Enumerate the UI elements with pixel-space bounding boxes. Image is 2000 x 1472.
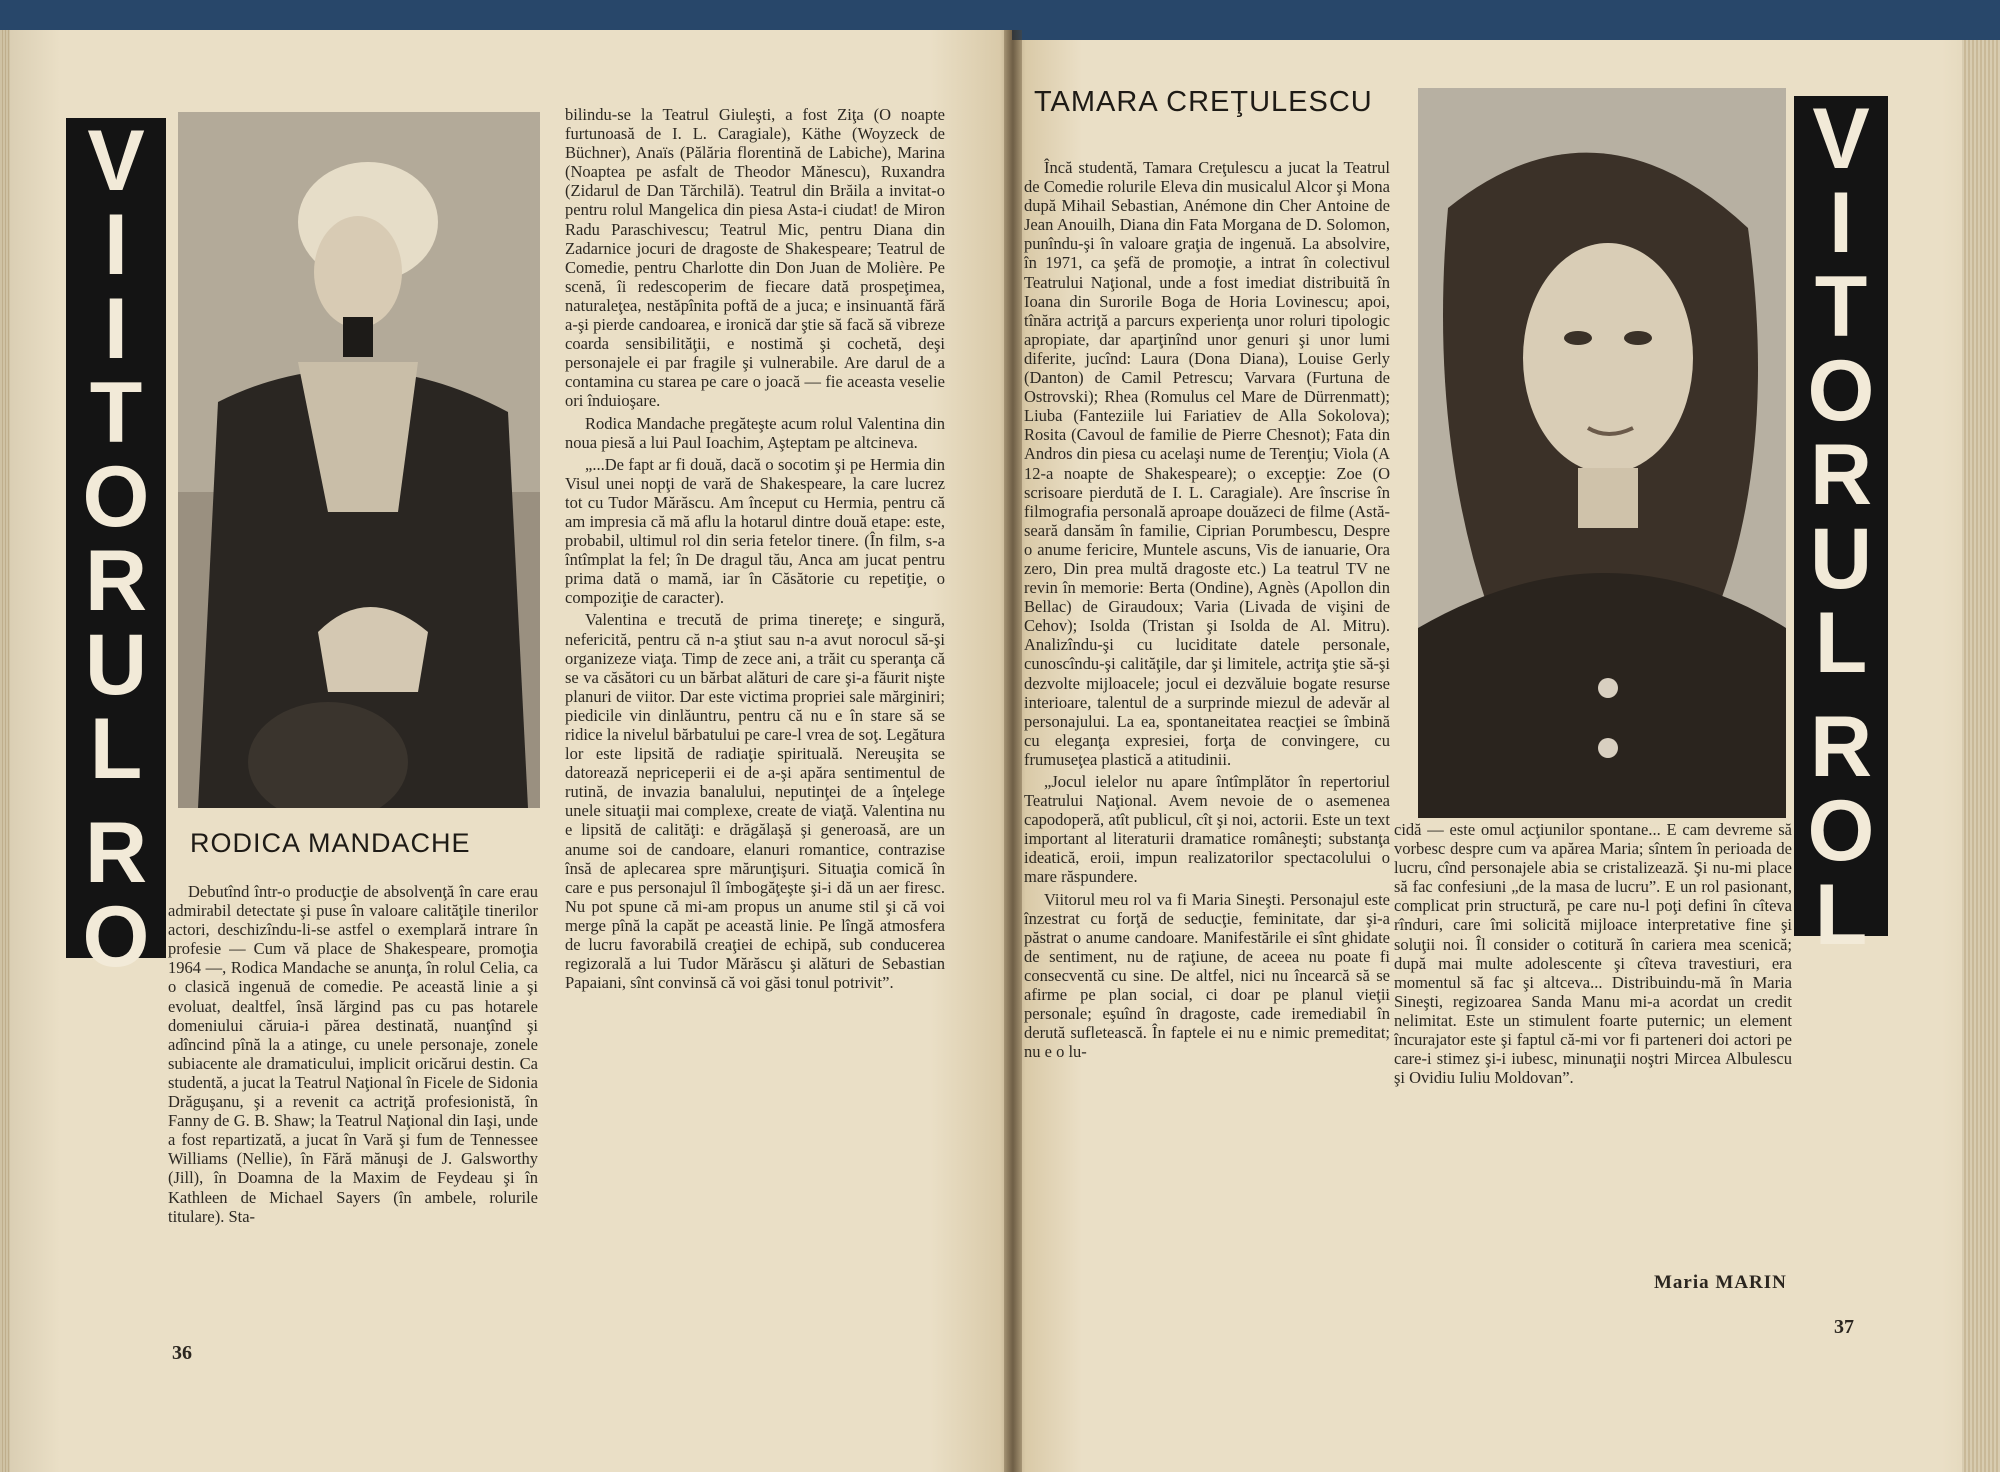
portrait-illustration bbox=[178, 112, 540, 808]
article-column-1 bbox=[168, 882, 538, 1352]
banner-letter: R bbox=[84, 533, 148, 629]
paragraph: „...De fapt ar fi două, dacă o socotim şi pe Hermia din Visul unei nopţi de vară de Shakespeare, la care lucrez tot cu Tudor Mărăscu. Am început cu Hermia, pentru că am impresia că mă aflu la hotarul dintre două etape: este, probabil, ultimul rol din seria fetelor tinere. (În film, s-a întîmplat la fel; în De dragul tău, Anca am jucat pentru prima dată o mamă, iar în Căsătorie cu repetiţie, o compoziţie de caracter). bbox=[565, 454, 945, 608]
banner-letter: U bbox=[1809, 511, 1873, 607]
vertical-banner-left bbox=[66, 113, 166, 985]
banner-letter: I bbox=[1829, 175, 1853, 271]
banner-letter: L bbox=[89, 701, 143, 797]
article-column-2 bbox=[565, 105, 945, 1325]
banner-letter: O bbox=[82, 449, 150, 545]
paragraph: Valentina e trecută de prima tinereţe; e singură, nefericită, pentru că n-a ştiut sau n-a avut norocul să-şi organizeze viaţa. Timp de zece ani, a trăit cu speranţa că se va căsători cu un bărbat alături de care şi-a făurit nişte planuri de viitor. Dar este victima propriei sale mărginiri; piedicile vin dinlăuntru, pentru că nu e în stare să se ridice la nivelul bărbatului pe care-l vrea de soţ. Legătura lor este lipsită de radiaţie spirituală. Nereuşita se datorează nepriceperii ei de a-şi apăra sentimentul de rutină, de invazia banalului, neputinţei de a înţelege unele situaţii mai complexe, create de viaţă. Valentina nu e lipsită de calităţi: e drăgălaşă şi generoasă, are un anume soi de candoare, elanuri romantice, contrazise însă de aplecarea spre mărunţişuri. Situaţia comică în care e pus personajul îl îmbogăţeşte şi-i dă un aer firesc. Nu pot spune că mi-am propus un anume stil şi că voi merge pînă la capăt pe această linie. Pe lîngă atmosfera de lucru favorabilă creaţiei de echipă, sub conducerea regizorală a lui Tudor Mărăscu şi alături de Sebastian Papaiani, sînt convinsă că voi găsi tonul potrivit”. bbox=[565, 610, 945, 993]
subject-name-heading: RODICA MANDACHE bbox=[190, 828, 471, 858]
page-number-left: 36 bbox=[172, 1342, 192, 1364]
banner-letter: R bbox=[1809, 427, 1873, 523]
paragraph: cidă — este omul acţiunilor spontane... E cam devreme să vorbesc despre cum va apărea Maria; sîntem în perioada de lucru, cînd personajele abia se cristalizează. Şi nu-mi place să fac confesiuni „de la masa de lucru”. E un rol pasionant, complicat prin structură, pe care nu-l poţi defini în cîteva rînduri, care îmi solicită mijloace interpretative fine şi soluţii noi. Îl consider o cotitură în cariera mea scenică; după mai multe adolescente şi cîteva travestiuri, era momentul să fac şi altceva... Distribuindu-mă în Maria Sineşti, regizoarea Sanda Manu mi-a acordat un credit nelimitat. Este un stimulent foarte puternic; un element încurajator este şi faptul că-mi vor fi parteneri doi actori pe care-i stimez şi-i iubesc, minunaţii noştri Mircea Albulescu şi Ovidiu Iuliu Moldovan”. bbox=[1394, 820, 1792, 1088]
vertical-banner-right bbox=[1794, 91, 1888, 963]
paragraph: Încă studentă, Tamara Creţulescu a jucat la Teatrul de Comedie rolurile Eleva din musicalul Alcor şi Mona după Mihail Sebastian, Anémone din Cher Antoine de Jean Anouilh, Diana din Fata Morgana de D. Solomon, punîndu-şi în valoare graţia de ingenuă. La absolvire, în 1971, ca şefă de promoţie, a intrat în colectivul Teatrului Naţional, unde a fost imediat distribuită în Ioana din Surorile Boga de Horia Lovinescu; apoi, tînăra actriţă a parcurs experienţa unor roluri tipologic apropiate, dar aparţinînd unor genuri şi unor lumi diferite, jucînd: Laura (Dona Diana), Louise Gerly (Danton) de Camil Petrescu; Varvara (Furtuna de Ostrovski); Rhea (Romulus cel Mare de Dürrenmatt); Liuba (Fanteziile lui Fariatiev de Alla Sokolova); Rosita (Cavoul de familie de Pierre Chesnot); Fata din Andros din piesa cu acelaşi nume de Terenţiu; Viola (A 12-a noapte de Shakespeare); o excepţie: Zoe (O scrisoare pierdută de I. L. Caragiale). Are înscrise în filmografia personală aproape douăzeci de filme (Astă-seară dansăm în familie, Ciprian Porumbescu, Despre o anume fericire, Muntele ascuns, Vis de ianuarie, Ora zero, Din prea multă dragoste etc.) La teatrul TV ne revin în memorie: Berta (Ondine), Agnès (Apollon din Bellac) de Giraudoux; Varia (Livada de vişini de Cehov); Isolda (Tristan şi Isolda de Al. Mitru). Analizîndu-şi cu luciditate datele personale, cunoscîndu-şi calităţile, dar şi limitele, actriţa ştie să-şi dezvolte mijloacele; jocul ei dezvăluie bogate resurse interioare, talentul de a surprinde miezul de adevăr al personajului. La ea, spontaneitatea reacţiei se îmbină cu eleganţa expresiei, forţa de convingere, cu frumuseţea plastică a atitudinii. bbox=[1024, 158, 1390, 769]
banner-letter: R bbox=[84, 805, 148, 901]
left-page-edges bbox=[0, 30, 10, 1472]
banner-letter: I bbox=[104, 197, 128, 293]
article-column-3 bbox=[1024, 158, 1390, 1406]
portrait-photo-rodica-mandache bbox=[178, 112, 540, 808]
page-number-right: 37 bbox=[1834, 1316, 1854, 1338]
portrait-photo-tamara-cretulescu bbox=[1418, 88, 1786, 818]
banner-letter: V bbox=[1812, 91, 1870, 187]
paragraph: „Jocul ielelor nu apare întîmplător în repertoriul Teatrului Naţional. Avem nevoie de o asemenea capodoperă, atît publicul, cît şi noi, actorii. Este un text important al literaturii dramatice româneşti; substanţa ideatică, eroii, impun realizatorilor spectacolului o mare răspundere. bbox=[1024, 772, 1390, 887]
banner-letter: T bbox=[89, 365, 143, 461]
banner-letter: L bbox=[1814, 595, 1868, 691]
author-signature: Maria MARIN bbox=[1654, 1272, 1787, 1293]
banner-letter: V bbox=[87, 113, 145, 209]
paragraph: Viitorul meu rol va fi Maria Sineşti. Personajul este înzestrat cu forţă de seducţie, feminitate, dar şi-a păstrat o anume candoare. Manifestările ei sînt ghidate de sentiment, nu de raţiune, de aceea nu poate fi consecventă cu sine. De altfel, nici nu încearcă să se afirme pe plan social, ci doar pe planul vieţii personale; eşuînd în dragoste, cade iremediabil în derută sufletească. În faptele ei nu e nimic premeditat; nu e o lu- bbox=[1024, 889, 1390, 1062]
banner-letter: R bbox=[1809, 699, 1873, 795]
banner-letter: U bbox=[84, 617, 148, 713]
right-page-edges bbox=[1962, 40, 2000, 1472]
banner-letter: O bbox=[1807, 343, 1875, 439]
paragraph: bilindu-se la Teatrul Giuleşti, a fost Ziţa (O noapte furtunoasă de I. L. Caragiale), Käthe (Woyzeck de Büchner), Anaïs (Pălăria florentină de Labiche), Marina (Noaptea pe asfalt de Theodor Mănescu), Ruxandra (Zidarul de Dan Tărchilă). Teatrul din Brăila a invitat-o pentru rolul Mangelica din piesa Asta-i ciudat! de Miron Radu Paraschivescu; Teatrul Mic, pentru Diana din Zadarnice jocuri de dragoste de Shakespeare; Teatrul de Comedie, pentru Charlotte din Don Juan de Molière. Pe scenă, îi redescoperim de fiecare dată prospeţimea, naturaleţea, nestăpînita poftă de a juca; e insinuantă fără a-şi pierde candoarea, e ironică dar ştie să facă să vibreze coarda sensibilităţii, e nostimă şi cochetă, deşi personajele ei par fragile şi vulnerabile. Are darul de a contamina cu starea pe care o joacă — fie aceasta veselie ori înduioşare. bbox=[565, 105, 945, 411]
banner-letter: L bbox=[1814, 867, 1868, 963]
paragraph: Rodica Mandache pregăteşte acum rolul Valentina din noua piesă a lui Paul Ioachim, Aşteptam pe altcineva. bbox=[565, 413, 945, 452]
banner-letter: O bbox=[1807, 783, 1875, 879]
subject-name-heading: TAMARA CREŢULESCU bbox=[1034, 86, 1373, 118]
banner-letter: I bbox=[104, 281, 128, 377]
article-column-4 bbox=[1394, 820, 1792, 1260]
portrait-illustration bbox=[1418, 88, 1786, 818]
paragraph: Debutînd într-o producţie de absolvenţă în care erau admirabil detectate şi puse în valoare calităţile tinerilor actori, deschizîndu-li-se astfel o exemplară intrare în profesie — Cum vă place de Shakespeare, promoţia 1964 —, Rodica Mandache se anunţa, în rolul Celia, ca o clasică ingenuă de comedie. Pe această linie a şi evoluat, dealtfel, însă lărgind pas cu pas hotarele domeniului căruia-i părea destinată, nuanţînd şi adîncind pînă la a atinge, cu unele personaje, zonele subiacente ale dramaticului, implicit oricărui destin. Ca studentă, a jucat la Teatrul Naţional în Ficele de Sidonia Drăguşanu, şi a revenit ca actriţă profesionistă, în Fanny de G. B. Shaw; la Teatrul Naţional din Iaşi, unde a fost repartizată, a jucat în Vară şi fum de Tennessee Williams (Nellie), în Fără mănuşi de J. Galsworthy (Jill), în Doamna de la Maxim de Feydeau şi în Kathleen de Michael Sayers (în ambele, rolurile titulare). Sta- bbox=[168, 882, 538, 1226]
banner-letter: O bbox=[82, 889, 150, 985]
book-gutter bbox=[1004, 30, 1022, 1472]
banner-letter: T bbox=[1814, 259, 1868, 355]
